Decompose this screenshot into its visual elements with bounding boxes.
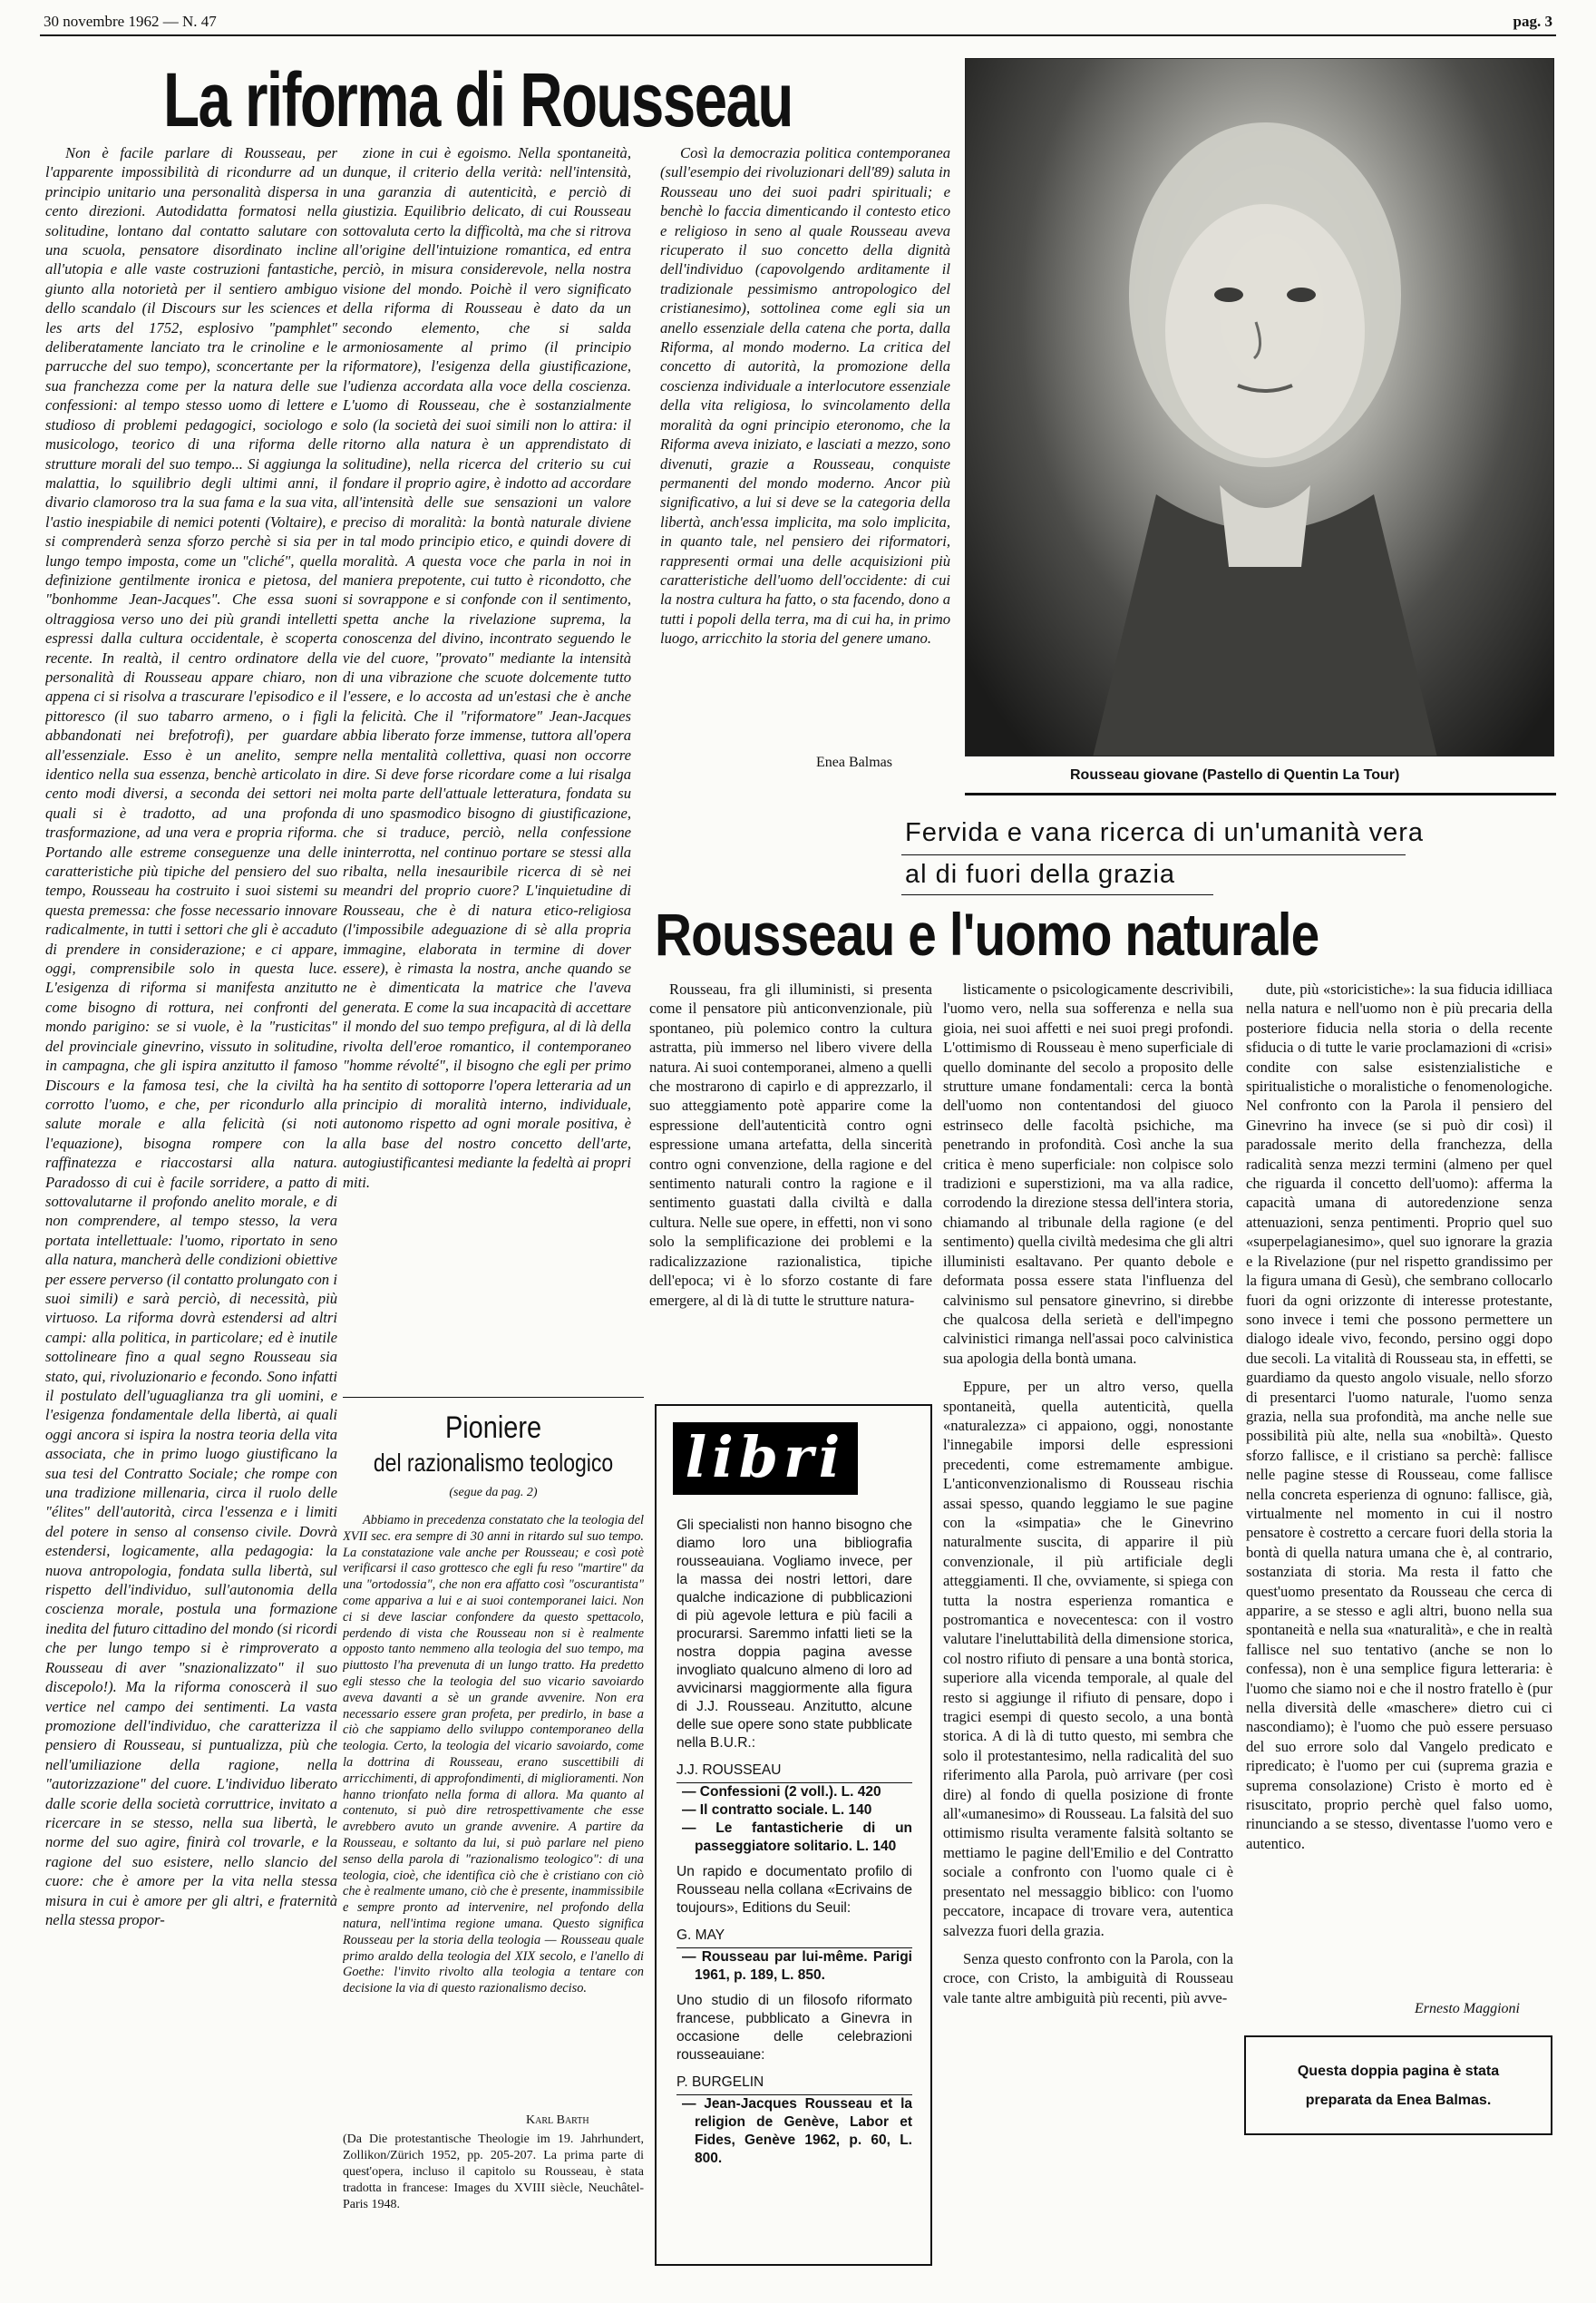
article2-col2c-text: Senza questo confronto con la Parola, con la croce, con Cristo, la ambiguità di Rousseau vale tante altre ambiguità più recenti, più avve- (943, 1949, 1233, 2006)
article1-col3-text: Così la democrazia politica contemporanea (sull'esempio dei rivoluzionari dell'89) saluta in Rousseau uno dei suoi padri spirituali; e benchè lo faccia dimenticando il contesto etico e religioso in seno al quale Rousseau aveva ricuperato il suo concetto della dignità dell'individuo (capovolgendo arditamente il tradizionale pessimismo antropologico del cristianesimo), sottolinea come egli sia un anello essenziale della catena che porta, dalla Riforma, al mondo moderno. La critica del concetto di autorità, la promozione della coscienza individuale a interlocutore essenziale della vita religiosa, lo svincolamento della moralità da ogni principio eteronomo, che la Riforma aveva iniziato, e lasciati a mezzo, sono divenuti, grazie a Rousseau, conquiste permanenti del mondo moderno. Ancor più significativo, a lui si deve se la categoria della libertà, anch'essa implicita, ma solo implicita, in quanto tale, nel pensiero dei riformatori, rappresenti ormai una delle acquisizioni più caratteristiche dell'uomo dell'occidente: di cui la nostra cultura ha fatto, o sta facendo, dono a tutti i popoli della terra, ma di cui ha, in primo luogo, arricchito la storia del genere umano. (660, 144, 950, 648)
photo-caption: Rousseau giovane (Pastello di Quentin La Tour) (1070, 767, 1400, 783)
libri-item-burgelin: — Jean-Jacques Rousseau et la religion de Genève, Labor et Fides, Genève 1962, p. 60, L. 800. (682, 2096, 912, 2166)
header-rule (40, 34, 1556, 36)
article-title-riforma: La riforma di Rousseau (163, 57, 793, 142)
libri-note-2: Uno studio di un filosofo riformato francese, pubblicato a Ginevra in occasione delle celebrazioni rousseauiane: (676, 1993, 912, 2063)
article2-kicker-1: Fervida e vana ricerca di un'umanità vera (905, 818, 1425, 847)
libri-list (676, 1517, 912, 2168)
article2-column-1 (649, 980, 932, 1388)
libri-intro: Gli specialisti non hanno bisogno che diamo loro una bibliografia rousseauiana. Vogliamo invece, per la massa dei nostri lettori, dare qualche indicazione di pubblicazioni di più agevole lettura e più facili a procurarsi. Saremmo infatti lieti se la nostra doppia pagina avesse invogliato qualcuno almeno di loro ad avvicinarsi maggiormente alla figura di J.J. Rousseau. Anzitutto, alcune delle sue opere sono state pubblicate nella B.U.R.: (676, 1517, 912, 1751)
libri-note-1: Un rapido e documentato profilo di Rousseau nella collana «Ecrivains de toujours», Editions du Seuil: (676, 1864, 912, 1916)
libri-item-confessioni: — Confessioni (2 voll.). L. 420 (682, 1784, 881, 1800)
libri-item-may: — Rousseau par lui-même. Parigi 1961, p. 189, L. 850. (682, 1949, 912, 1983)
article1-col2-text: zione in cui è egoismo. Nella spontaneità, dunque, il criterio della verità: nell'intensità, una garanzia di autenticità, e perciò di giustizia. Equilibrio delicato, di cui Rousseau sottovaluta certo la difficoltà, ma che si ritrova all'origine dell'intuizione romantica, ed entra perciò, in misura considerevole, nella nostra visione del mondo. Poichè il vero significato della riforma di Rousseau è dato da un secondo elemento, che si salda armoniosamente al primo (il principio riformatore), l'esigenza della giustificazione, l'udienza accordata alla voce della coscienza. L'uomo di Rousseau, che è sostanzialmente solo (la società dei suoi simili non lo attira: il ritorno alla natura è un apprendistato di solitudine), nella ricerca del criterio su cui fondare il proprio agire, è indotto ad accordare all'intensità delle sue sensazioni un valore preciso di moralità: la bontà naturale diviene in tal modo principio etico, e quindi dovere di moralità. A questa voce che parla in noi in maniera prepotente, cui tutto è ricondotto, che si sovrappone e si confonde con il sentimento, spetta anche la rivelazione suprema, la conoscenza del divino, incontrato seguendo le vie del cuore, "provato" mediante la intensità di una vibrazione che scuote dolcemente tutto l'essere, e lo accosta ad un'estasi che è anche la felicità. Che il "riformatore" Jean-Jacques abbia liberato forze immense, tuttora all'opera nella mentalità collettiva, quasi non occorre dire. Si deve forse ricordare come a lui risalga molta parte dell'attuale letteratura, fondata su di uno spasmodico bisogno di giustificazione, che si traduce, perciò, nella confessione ininterrotta, nel continuo portare se stessi alla ribalta, nella inesauribile ricerca di sè nei meandri del proprio cuore? L'inquietudine di Rousseau, che è di natura etico-religiosa (l'impossibile adeguazione di sè alla propria immagine, elaborata in termine di dover essere), è rimasta la nostra, anche quando se ne è dimenticata la matrice che l'aveva generata. E come la sua incapacità di accettare il mondo del suo tempo prefigura, al di là della rivolta dell'eroe romantico, il contemporaneo "homme révolté", il bisogno che egli per primo ha sentito di sottoporre l'opera letteraria ad un principio di moralità interno, individuale, autonomo rispetto ad ogni morale positiva, è alla base del nostro concetto dell'arte, autogiustificantesi mediante la fedeltà ai propri miti. (343, 144, 631, 1191)
credit-box (1244, 2035, 1552, 2135)
pioniere-seguito: (segue da pag. 2) (449, 1486, 538, 1499)
pioniere-author: Karl Barth (526, 2113, 589, 2127)
kicker-underline-2 (901, 894, 1213, 895)
libri-author-may: G. MAY (676, 1927, 912, 1948)
pioniere-source (343, 2132, 644, 2233)
article1-column-1 (45, 143, 337, 2284)
article2-kicker-2: al di fuori della grazia (905, 860, 1176, 889)
pioniere-top-rule (343, 1397, 644, 1398)
pioniere-title-1: Pioniere (444, 1410, 542, 1445)
libri-item-fantasticherie: — Le fantasticherie di un passeggiatore solitario. L. 140 (682, 1820, 912, 1854)
article1-column-2 (343, 143, 631, 1370)
libri-logo: libri (673, 1422, 858, 1495)
pioniere-title-2: del razionalismo teologico (373, 1449, 614, 1477)
credit-box-text: Questa doppia pagina è stata preparata da Enea Balmas. (1297, 2064, 1500, 2108)
pioniere-source-text: (Da Die protestantische Theologie im 19. Jahrhundert, Zollikon/Zürich 1952, pp. 205-207. La prima parte di quest'opera, incluso il capitolo su Rousseau, è stata tradotta in francese: Images du XVIII siècle, Neuchâtel-Paris 1948. (343, 2132, 644, 2211)
article2-signature: Ernesto Maggioni (1415, 2001, 1520, 2016)
libri-item-contratto: — Il contratto sociale. L. 140 (682, 1802, 872, 1818)
page-number: pag. 3 (1513, 13, 1552, 30)
article-title-uomo-naturale: Rousseau e l'uomo naturale (655, 901, 1319, 968)
libri-author-burgelin: P. BURGELIN (676, 2074, 912, 2095)
article1-column-3 (660, 143, 950, 747)
portrait-photo (965, 58, 1554, 756)
libri-author-rousseau: J.J. ROUSSEAU (676, 1761, 912, 1783)
kicker-underline-1 (901, 854, 1406, 855)
pioniere-body (343, 1513, 644, 2110)
article2-col3-text: dute, più «storicistiche»: la sua fiducia idilliaca nella natura e nell'uomo non è più precaria della posteriore fiducia nella storia o della recente sfiducia o di tutte le varie proclamazioni di «crisi» condite con salse esistenzialistiche e spiritualistiche o moralistiche o fenomenologiche. Nel confronto con la Parola il pensiero del Ginevrino ha invece (se si può dir così) il paradossale merito della franchezza, della radicalità senza mezzi termini (almeno per quel che riguarda il concetto dell'uomo): afferma la capacità umana di autoredenzione senza attenuazioni, senza pentimenti. Proprio quel suo «superpelagianesimo», quel suo ignorare la grazia e la Rivelazione (pur nel rispetto grandissimo per la figura umana di Gesù), che sembrano collocarlo fuori da ogni orizzonte di interesse protestante, sono invece i temi che possono permettere un dialogo ideale vivo, fecondo, persino oggi dopo due secoli. La vitalità di Rousseau sta, in effetti, se guardiamo da questo angolo visuale, nello sforzo di presentarci l'uomo naturale, l'uomo senza grazia, nella sua profondità, ma anche nelle sue possibilità più alte, nella sua «nobiltà». Questo sforzo fallisce, e il cristiano sa perchè: fallisce nelle pagine stesse di Rousseau, come fallisce nella concreta esperienza di ognuno: fallisce, già, virtualmente nel momento in cui il nostro pensatore è costretto a cercare fuori della storia la bontà di quella natura umana che è, al contrario, sostanziata di storia. Ma resta il fatto che quest'uomo presentato da Rousseau che cerca di apparire, a se stesso e agli altri, buono nella sua spontaneità e nella sua «naturalità», e che in realtà fallisce nel suo tentativo (anche se non lo confessa), non è una semplice figura letteraria: è l'uomo che siamo noi e che il nostro fratello è (pur nella diversità delle «maschere» dietro cui ci nascondiamo); è l'uomo che può essere persuaso del suo errore solo dal Vangelo predicato e ripredicato; è l'uomo per cui (suprema grazia e suprema consolazione) Cristo è morto ed è risuscitato, proprio perchè quel falso uomo, rinunciando a se stesso, diventasse l'uomo vero e autentico. (1246, 981, 1552, 1852)
rousseau-portrait-image (966, 59, 1554, 756)
article2-column-3 (1246, 980, 1552, 1996)
article2-col2b-text: Eppure, per un altro verso, quella spontaneità, quella autenticità, quella «naturalezza» ci appaiono, oggi, nonostante l'innegabile imporsi delle espressioni precedenti, come estremamente ambigue. L'anticonvenzionalismo di Rousseau rischia assai spesso, quando leggiamo le sue pagine con la «simpatia» che le Ginevrino naturalmente suscita, di apparire il più convenzionale, il più artificiale degli atteggiamenti. Il che, ovviamente, si spiega con tutta la nostra esperienza romantica e postromantica e novecentesca: con il vostro valutare l'ineluttabilità della dimensione storica, col nostro rifiuto di pensare a una bontà storica, superiore alla vicenda temporale, al quale del resto si aggiunge il rifiuto di pensare, dopo i tragici esempi di questo secolo, a una bontà storica. A di là di tutto questo, mi sembra che solo il protestantesimo, nella radicalità del suo riferimento alla Parola, può arrivare (per così dire) al fondo di quella posizione di fronte all'«umanesimo» di Rousseau. La falsità del suo ottimismo risulta veramente falsità soltanto se mettiamo le pagine dell'Emilio e del Contratto sociale a confronto con l'uomo quale ci è presentato nel messaggio biblico: con l'uomo peccatore, incapace di trovare vera, autentica salvezza fuori della grazia. (943, 1378, 1233, 1939)
article2-col2a-text: listicamente o psicologicamente descrivibili, l'uomo vero, nella sua sofferenza e nella sua gioia, nei suoi affetti e nei suoi pregi profondi. L'ottimismo di Rousseau è meno superficiale di quello dominante del secolo a proposito delle strutture umane fondamentali: cerca la bontà dell'uomo non contentandosi del giuoco estrinseco delle facoltà psichiche, ma penetrando in profondità. Così anche la sua critica è meno superficiale: non colpisce solo tradizioni e superstizioni, ma va alla radice, corrodendo la direzione stessa dell'intera storia, chiamando al tribunale della ragione (e del sentimento) quella civiltà medesima che gli altri illuministi esaltavano. Per quanto debole e deformata possa essere stata l'influenza del calvinismo sul pensatore ginevrino, si direbbe che qualcosa della serietà e dell'impegno calvinistici rimanga nell'assai poco calvinistica sua apologia della bontà umana. (943, 981, 1233, 1367)
article1-col1-text: Non è facile parlare di Rousseau, per l'apparente impossibilità di ricondurre ad un principio unitario una personalità dispersa in cento direzioni. Autodidatta formatosi nella solitudine, lontano dal contatto salutare con una scuola, pensatore disordinato incline all'utopia e alle vaste costruzioni fantastiche, giunto alla notorietà per il sentiero ambiguo dello scandalo (il Discours sur les sciences et les arts del 1752, esplosivo "pamphlet" deliberatamente lanciato tra le crinoline e le parrucche del suo tempo), sconcertante per la sua franchezza come per la natura delle sue confessioni: al tempo stesso uomo di lettere e studioso di problemi pedagogici, sociologo e musicologo, teorico di una riforma delle strutture morali del suo tempo... Si aggiunga la malattia, lo squilibrio degli ultimi anni, il divario clamoroso tra la sua fama e la sua vita, l'astio inespiabile di nemici potenti (Voltaire), e si comprenderà senza sforzo perchè si sia per lungo tempo imposta, come un "cliché", quella definizione gentilmente ironica e pietosa, del "bonhomme Jean-Jacques". Che essa suoni oltraggiosa verso uno dei più grandi intelletti espressi dalla cultura occidentale, è scoperta recente. In realtà, il centro ordinatore della personalità di Rousseau appare chiaro, non appena ci si risolva a trascurare l'episodico e il pittoresco (il suo tabarro armeno, o i figli abbandonati nei brefotrofi), per guardare all'essenziale. Esso è un anelito, sempre identico nella sua essenza, benchè articolato in cento modi diversi, a seconda dei settori nei quali si è tradotto, ad una profonda trasformazione, ad una vera e propria riforma. Portando alle estreme conseguenze una delle caratteristiche più tipiche del pensiero del suo tempo, Rousseau ha costruito i suoi sistemi su questa premessa: che fosse necessario innovare radicalmente, in tutti i settori che gli è accaduto di prendere in considerazione; e ci appare, oggi, comprensibile solo in questa luce. L'esigenza di riforma si manifesta anzitutto come bisogno di rottura, nei confronti del mondo parigino: se si vuole, è la "rusticitas" del provinciale ginevrino, vissuto in solitudine, in campagna, che gli ispira anzitutto il famoso Discours e la famosa tesi, che la civiltà ha corrotto l'uomo, e che, per ricondurlo alla salute morale e alla felicità (si noti l'equazione), bisogna rompere con la raffinatezza e riaccostarsi alla natura. Paradosso di cui è facile sorridere, a patto di sottovalutarne il profondo anelito morale, e di non comprendere, al tempo stesso, la vera portata intellettuale: l'uomo, riportato in seno alla natura, mancherà delle condizioni obiettive per essere perverso (il contatto prolungato con i suoi simili) e sarà perciò, di necessità, più virtuoso. La riforma dovrà estendersi ad altri campi: alla politica, in particolare; ed è inutile sottolineare fino a qual segno Rousseau sia stato, qui, rivoluzionario e fecondo. Sono infatti il postulato dell'uguaglianza tra gli uomini, e l'esigenza fondamentale della libertà, ai quali oggi ancora si ispira la nostra teoria della vita associata, che in primo luogo giustificano la sua tesi del Contratto Sociale; che rompe con una tradizione millenaria, circa il ruolo delle "élites" dell'autorità, circa l'essenza e i limiti del potere in senso al consenso civile. Dovrà estendersi, logicamente, alla pedagogia: la nuova antropologia, fondata sulla libertà, sul rispetto dell'individuo, sull'autonomia della coscienza morale, postula una formazione inedita del futuro cittadino del mondo (si ricordi che per lungo tempo si è rimproverato a Rousseau di aver "snazionalizzato" il suo discepolo!). Ma la riforma conoscerà il suo vertice nel campo dei sentimenti. La vasta promozione dell'individuo, che caratterizza il pensiero di Rousseau, si puntualizza, più che nell'umiliazione della ragione, nella "autorizzazione" del cuore. L'individuo liberato dalle scorie della società corruttrice, invitato a ricercare in se stesso, nella sua libertà, le norme del suo agire, finirà col trovarle, e la ragione del suo esistere, nello slancio del cuore: che è amore per la vita nella stessa misura in cui è amore per gli altri, e fraternità nella stessa propor- (45, 144, 337, 1928)
pioniere-body-text: Abbiamo in precedenza constatato che la teologia del XVII sec. era sempre di 30 anni in ritardo sul suo tempo. La constatazione vale anche per Rousseau; e così potè verificarsi il caso grottesco che egli fu reso "martire" da una "ortodossia", che non era affatto così "oscurantista" come appariva a lui e ai suoi contemporanei laici. Non ci si deve lasciar confondere da questo spettacolo, perdendo di vista che Rousseau non si è realmente opposto tanto nemmeno alla teologia del suo tempo, ma piuttosto l'ha prevenuta di un lungo tratto. Ha predetto egli stesso che la teologia del suo vicario savoiardo aveva davanti a sè un grande avvenire. Non era necessario essere gran profeta, per predirlo, in base a ciò che sappiamo dello sviluppo contemporaneo della teologia. Certo, la teologia del vicario savoiardo, come la dottrina di Rousseau, erano suscettibili di arricchimenti, di approfondimenti, di miglioramenti. Non hanno trionfato nella forma di allora. Ma quanto al contenuto, si può dire retrospettivamente che esse avrebbero avuto un grande avvenire. A partire da Rousseau, e soltanto da lui, si può parlare nel pieno senso della parola di "razionalismo teologico": di una teologia, cioè, che identifica ciò che è cristiano con ciò che è realmente umano, ciò che è presente, inammissibile e sempre pronto ad intervenire, nel profondo della natura, nell'intima regione umana. Questo significa Rousseau per la storia della teologia — Rousseau quale primo araldo della teologia del XIX secolo, e l'anello di Goethe: l'invito rivolto alla teologia a tentare con decisione la via di questo razionalismo deciso. (343, 1513, 644, 1996)
article2-column-2 (943, 980, 1233, 2277)
photo-rule (965, 793, 1556, 795)
article1-signature: Enea Balmas (816, 755, 892, 770)
issue-date: 30 novembre 1962 — N. 47 (44, 13, 217, 30)
article2-col1-text: Rousseau, fra gli illuministi, si presenta come il pensatore più anticonvenzionale, più spontaneo, più polemico contro la cultura astratta, più immerso nel libero vivere della natura. Ai suoi contemporanei, almeno a quelli che mostrarono di capirlo e di apprezzarlo, il suo atteggiamento potè apparire come la espressione dell'autenticità contro ogni espressione umana artefatta, della sincerità contro ogni convenzione, della ragione e del sentimento naturali contro la ragione e il sentimento guastati dalla civiltà e dalla cultura. Nelle sue opere, in effetti, non vi sono solo la semplificazione dei problemi e la radicalizzazione razionalistica, tipiche dell'epoca; vi è lo sforzo costante di fare emergere, al di là di tutte le strutture natura- (649, 981, 932, 1309)
